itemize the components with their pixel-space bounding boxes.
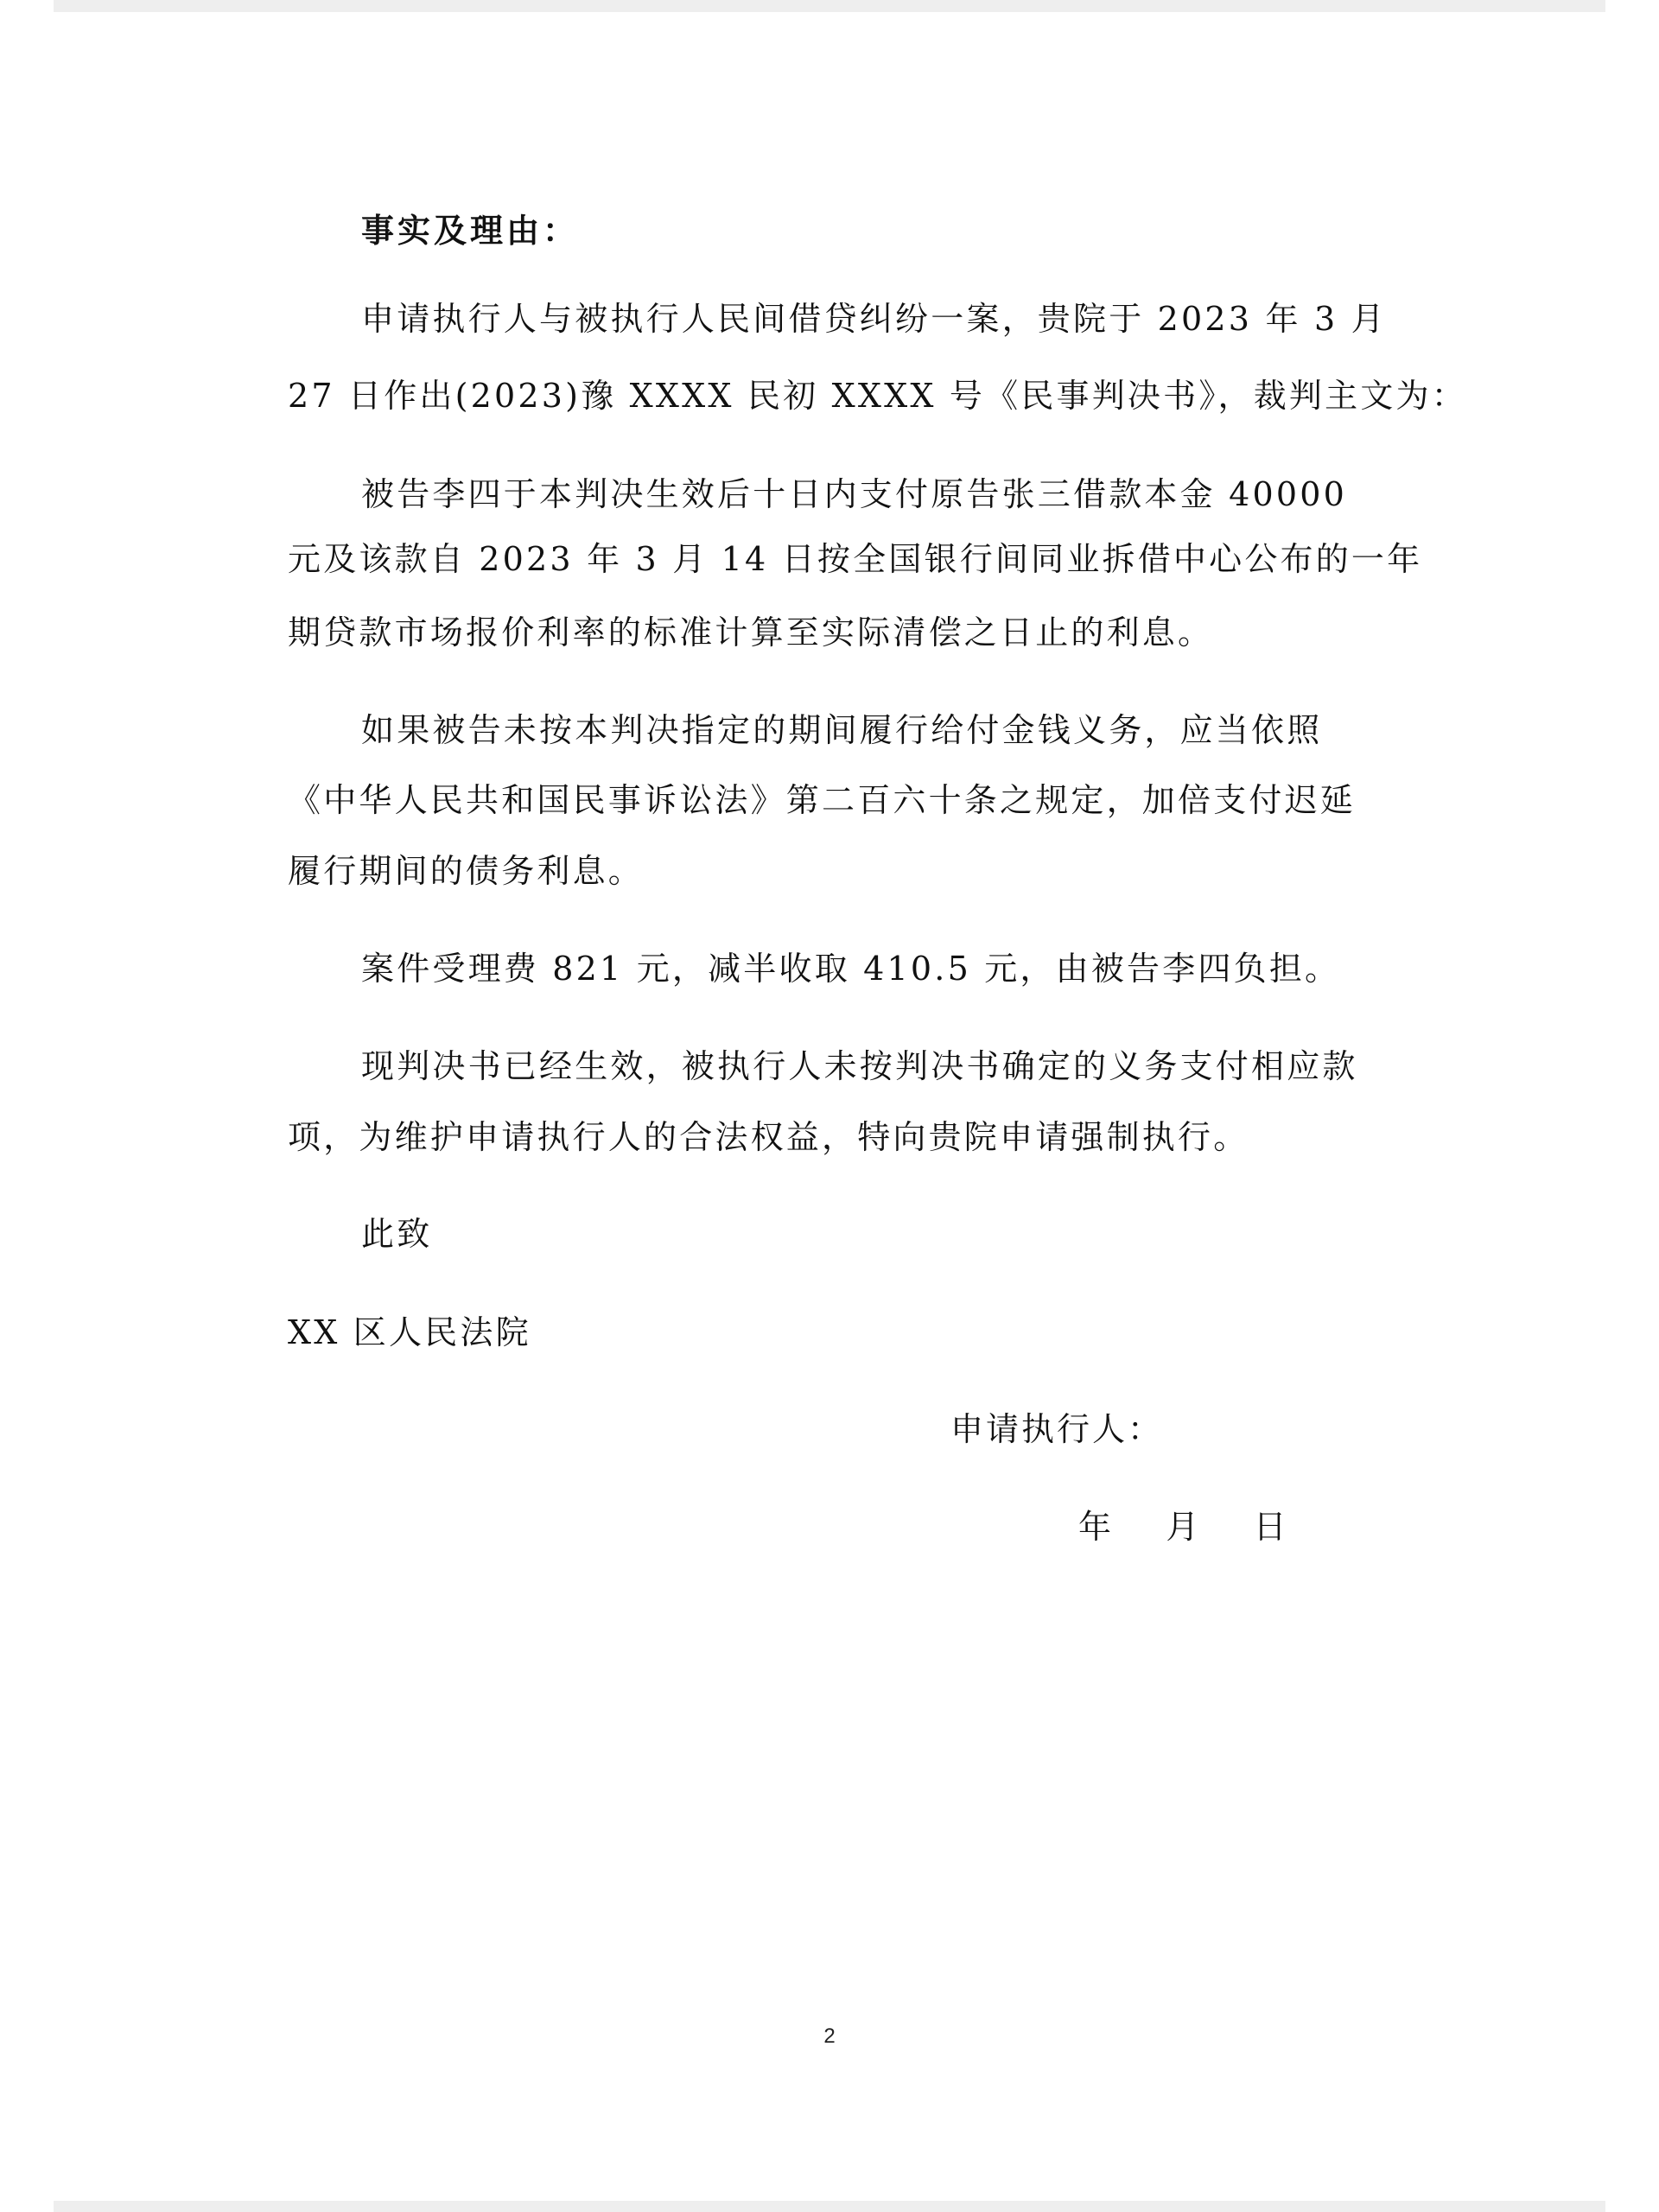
paragraph-2-line-2: 元及该款自 2023 年 3 月 14 日按全国银行间同业拆借中心公布的一年 <box>288 540 1423 578</box>
section-heading: 事实及理由： <box>361 211 580 250</box>
paragraph-3-line-2: 《中华人民共和国民事诉讼法》第二百六十条之规定，加倍支付迟延 <box>288 781 1357 819</box>
court-name: XX 区人民法院 <box>288 1313 531 1351</box>
paragraph-2-line-1: 被告李四于本判决生效后十日内支付原告张三借款本金 40000 <box>361 475 1347 513</box>
paragraph-3-line-1: 如果被告未按本判决指定的期间履行给付金钱义务，应当依照 <box>361 711 1323 749</box>
paragraph-1-line-2: 27 日作出(2023)豫 XXXX 民初 XXXX 号《民事判决书》，裁判主文为： <box>288 377 1467 415</box>
paragraph-5-line-1: 现判决书已经生效，被执行人未按判决书确定的义务支付相应款 <box>361 1047 1358 1085</box>
closing-salutation: 此致 <box>361 1215 433 1253</box>
paragraph-3-line-3: 履行期间的债务利息。 <box>288 852 645 890</box>
paragraph-5-line-2: 项，为维护申请执行人的合法权益，特向贵院申请强制执行。 <box>288 1118 1249 1156</box>
page-bottom-edge <box>54 2201 1605 2212</box>
date-label: 年 月 日 <box>1078 1508 1289 1546</box>
page-number: 2 <box>823 2024 836 2048</box>
page-top-edge <box>54 0 1605 12</box>
applicant-label: 申请执行人： <box>950 1410 1164 1448</box>
paragraph-1-line-1: 申请执行人与被执行人民间借贷纠纷一案，贵院于 2023 年 3 月 <box>361 300 1387 338</box>
paragraph-4-line-1: 案件受理费 821 元，减半收取 410.5 元，由被告李四负担。 <box>361 950 1341 988</box>
paragraph-2-line-3: 期贷款市场报价利率的标准计算至实际清偿之日止的利息。 <box>288 613 1214 652</box>
